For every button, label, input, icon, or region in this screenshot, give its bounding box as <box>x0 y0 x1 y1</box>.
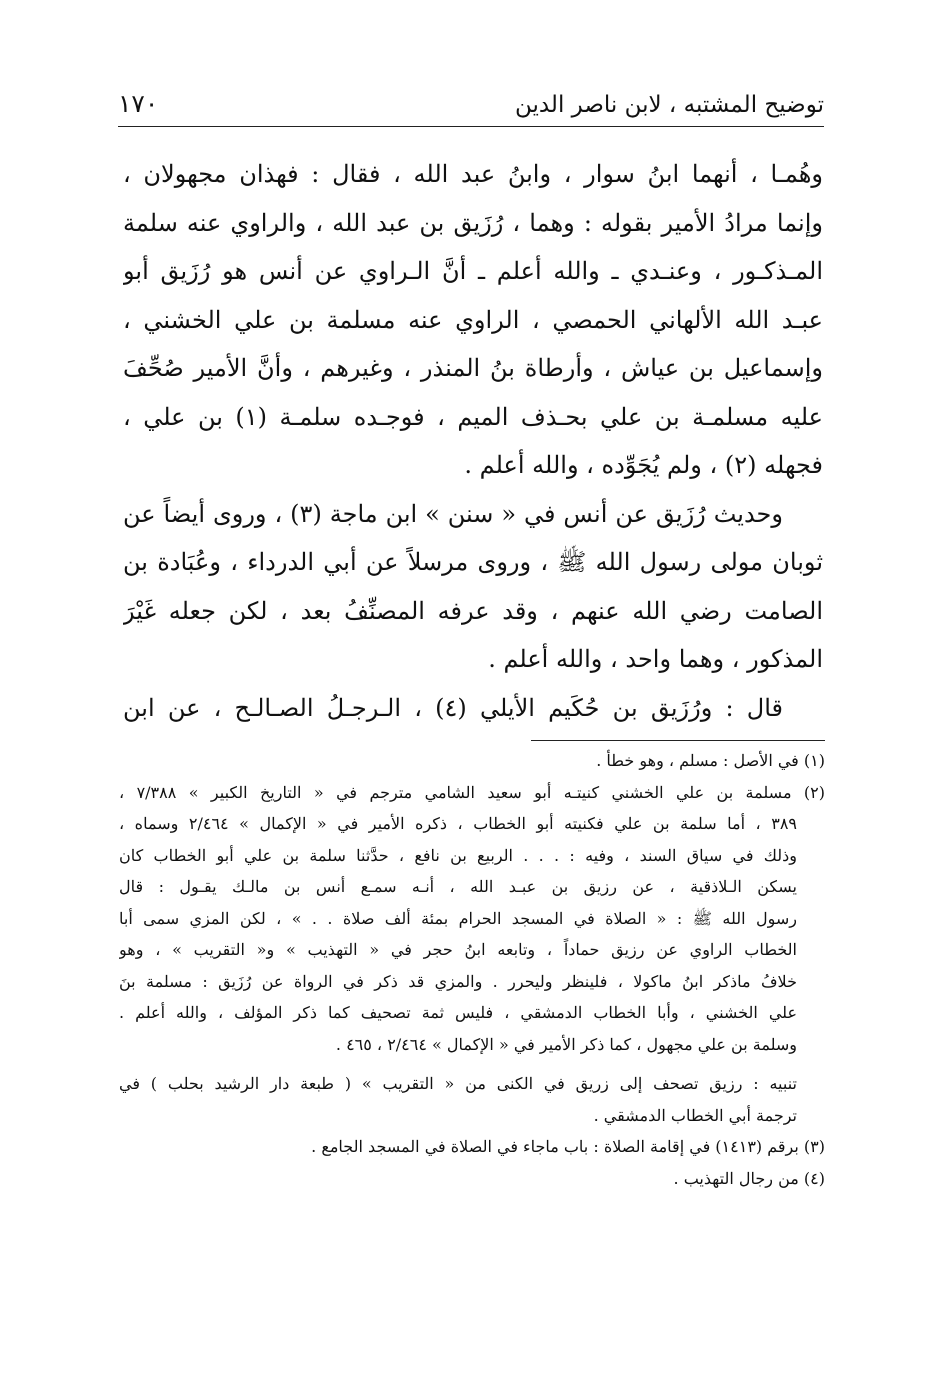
text-line: وإسماعيل بن عياش ، وأرطاة بنُ المنذر ، وغيرهم ، وأنَّ الأمير صُحِّفَ <box>123 354 823 382</box>
text-line: ثوبان مولى رسول الله ﷺ ، وروى مرسلاً عن أبي الدرداء ، وعُبَادة بن <box>123 548 823 576</box>
footnote-line: ترجمة أبي الخطاب الدمشقي . <box>593 1105 797 1125</box>
footnote-note <box>119 1068 825 1131</box>
footnote-line: (١) في الأصل : مسلم ، وهو خطأ . <box>596 751 825 770</box>
footnote-separator <box>531 740 825 741</box>
footnotes <box>119 745 825 1194</box>
footnote-4 <box>119 1163 825 1195</box>
paragraph-1 <box>123 150 823 490</box>
footnote-line: رسول الله ﷺ : « الصلاة في المسجد الحرام بمئة ألف صلاة . . » ، لكن المزي سمى أبا <box>119 908 797 928</box>
main-text <box>123 150 823 732</box>
footnote-line: علي الخشني ، وأبا الخطاب الدمشقي ، فليس ثمة تصحيف كما ذكر المؤلف ، والله أعلم . <box>119 1003 797 1022</box>
footnote-line: تنبيه : رزيق تصحف إلى زريق في الكنى من « التقريب » ( طبعة دار الرشيد بحلب ) في <box>119 1074 797 1093</box>
page-header <box>118 86 824 127</box>
footnote-line: وذلك في سياق السند ، وفيه : . . . الربيع بن نافع ، حدَّثنا سلمة بن علي أبو الخطاب كان <box>119 845 797 865</box>
running-title: توضيح المشتبه ، لابن ناصر الدين <box>514 92 824 118</box>
footnote-line: وسلمة بن علي مجهول ، كما ذكر الأمير في « الإكمال » ٢/٤٦٤ ، ٤٦٥ . <box>335 1034 797 1054</box>
paragraph-2 <box>123 490 823 684</box>
text-line: المذكور ، وهما واحد ، والله أعلم . <box>488 645 823 673</box>
footnote-line: خلافُ ماذكر ابنُ ماكولا ، فلينظر وليحرر . والمزي قد ذكر في الرواة عن رُزَيق : مسلمة بنَ <box>119 971 797 991</box>
footnote-line: (٣) برقم (١٤١٣) في إقامة الصلاة : باب ماجاء في الصلاة في المسجد الجامع . <box>311 1137 825 1156</box>
text-line: قال : ورُزَيق بن حُكَيم الأيلي (٤) ، الـرجـلُ الصـالـح ، عن ابن <box>123 693 783 722</box>
text-line: عبـد الله الألهاني الحمصي ، الراوي عنه مسلمة بن علي الخشني ، <box>123 305 823 334</box>
page-number: ١٧٠ <box>118 89 159 118</box>
text-line: وهُمـا ، أنهما ابنُ سوار ، وابنُ عبد الله ، فقال : فهذان مجهولان ، <box>123 160 823 188</box>
footnote-1 <box>119 745 825 777</box>
text-line: فجهله (٢) ، ولم يُجَوِّده ، والله أعلم . <box>464 451 823 479</box>
footnote-line: ٣٨٩ ، أما سلمة بن علي فكنيته أبو الخطاب ، ذكره الأمير في « الإكمال » ٢/٤٦٤ وسماه ، <box>119 814 798 833</box>
paragraph-3 <box>123 684 823 733</box>
text-line: الصامت رضي الله عنهم ، وقد عرفه المصنِّفُ بعد ، لكن جعله غَيْرَ <box>123 596 823 625</box>
footnote-line: (٤) من رجال التهذيب . <box>673 1168 825 1188</box>
footnote-line: الخطاب الراوي عن رزيق حماداً ، وتابعه ابنُ حجر في « التهذيب » و« التقريب » ، وهو <box>119 940 797 959</box>
footnote-line: (٢) مسلمة بن علي الخشني كنيتـه أبو سعيد الشامي مترجم في « التاريخ الكبير » ٧/٣٨٨ ، <box>119 782 825 802</box>
footnote-2 <box>119 777 825 1061</box>
text-line: وحديث رُزَيق عن أنس في « سنن » ابن ماجة (٣) ، وروى أيضاً عن <box>123 499 783 528</box>
text-line: وإنما مرادُ الأمير بقوله : وهما ، رُزَيق بن عبد الله ، والراوي عنه سلمة <box>123 208 823 237</box>
text-line: المـذكـور ، وعنـدي ـ والله أعلم ـ أنَّ الـراوي عن أنس هو رُزَيق أبو <box>123 257 823 285</box>
footnote-3 <box>119 1131 825 1163</box>
text-line: عليه مسلمـة بن علي بحـذف الميم ، فوجـده سلمـة (١) بن علي ، <box>123 402 823 431</box>
footnote-line: يسكن الـلاذقية ، عن رزيق بن عبـد الله ، أنـه سمـع أنس بن مالـك يقـول : قال <box>119 877 797 896</box>
